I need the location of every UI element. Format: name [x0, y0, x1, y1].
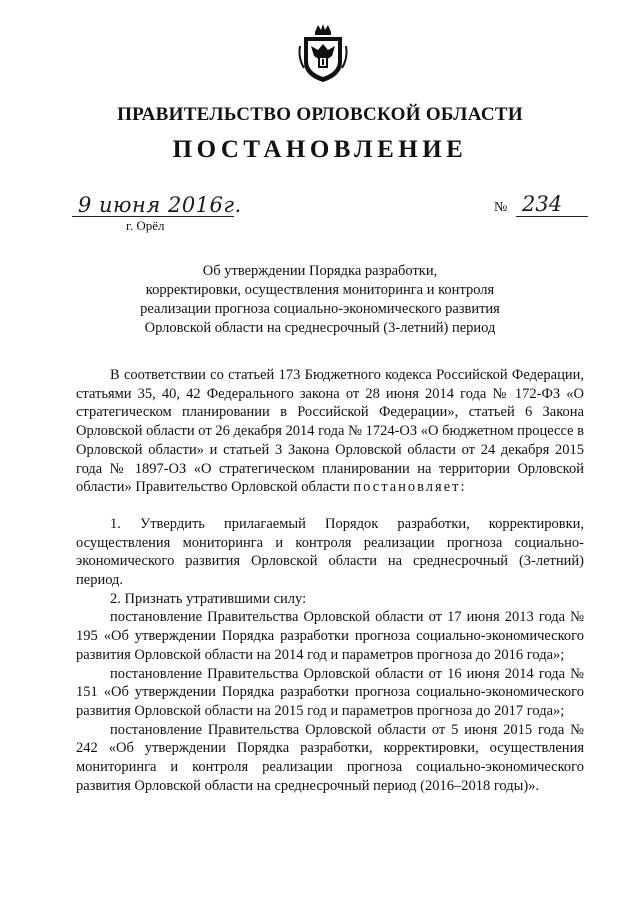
subject-line: реализации прогноза социально-экономического развития — [140, 301, 500, 317]
number-label: № — [494, 200, 508, 215]
city-label: г. Орёл — [126, 218, 165, 233]
handwritten-date: 9 июня 2016г. — [78, 193, 242, 217]
subject-line: Об утверждении Порядка разработки, — [202, 263, 438, 279]
repealed-item: постановление Правительства Орловской области от 16 июня 2014 года № 151 «Об утверждении Порядка разработки прогноза социально-экономического развития Орловской области на 2015 год и параметров прогноза до 2017 года»; — [76, 665, 584, 719]
document-type-title: ПОСТАНОВЛЕНИЕ — [172, 136, 468, 163]
handwritten-number: 234 — [522, 192, 563, 216]
item-2-paragraph: 2. Признать утратившими силу: — [110, 590, 307, 607]
number-underline — [516, 216, 588, 217]
repealed-item: постановление Правительства Орловской области от 17 июня 2013 года № 195 «Об утверждении Порядка разработки прогноза социально-экономического развития Орловской области на 2014 год и параметров прогноза до 2016 года»; — [76, 609, 584, 663]
preamble-paragraph — [76, 366, 584, 497]
subject-line: Орловской области на среднесрочный (3-летний) период — [144, 320, 496, 336]
coat-of-arms-icon — [296, 22, 350, 84]
preamble-text: В соответствии со статьей 173 Бюджетного кодекса Российской Федерации, статьями 35, 40, 42 Федерального закона от 28 июня 2014 года № 172-ФЗ «О стратегическом планировании в Российской Федерации», статьей 6 Закона Орловской области от 26 декабря 2014 года № 1724-ОЗ «О бюджетном процессе в Орловской области» и статьей 3 Закона Орловской области от 24 декабря 2015 года № 1897-ОЗ «О стратегическом планировании на территории Орловской области» Правительство Орловской области — [76, 367, 584, 496]
item-1-paragraph: 1. Утвердить прилагаемый Порядок разработки, корректировки, осуществления мониторинга и контроля реализации прогноза социально-экономического развития Орловской области на среднесрочный (3-летний) период. — [76, 515, 584, 589]
repealed-item: постановление Правительства Орловской области от 5 июня 2015 года № 242 «Об утверждении Порядка разработки, корректировки, осуществления мониторинга и контроля реализации прогноза социально-экономического развития Орловской области на среднесрочный период (2016–2018 годы)». — [76, 721, 584, 794]
subject-line: корректировки, осуществления мониторинга и контроля — [145, 282, 495, 298]
government-title: ПРАВИТЕЛЬСТВО ОРЛОВСКОЙ ОБЛАСТИ — [117, 104, 523, 125]
resolves-word: постановляет: — [353, 479, 467, 496]
document-body — [76, 366, 584, 795]
date-underline — [72, 216, 234, 217]
document-subject — [0, 262, 640, 338]
